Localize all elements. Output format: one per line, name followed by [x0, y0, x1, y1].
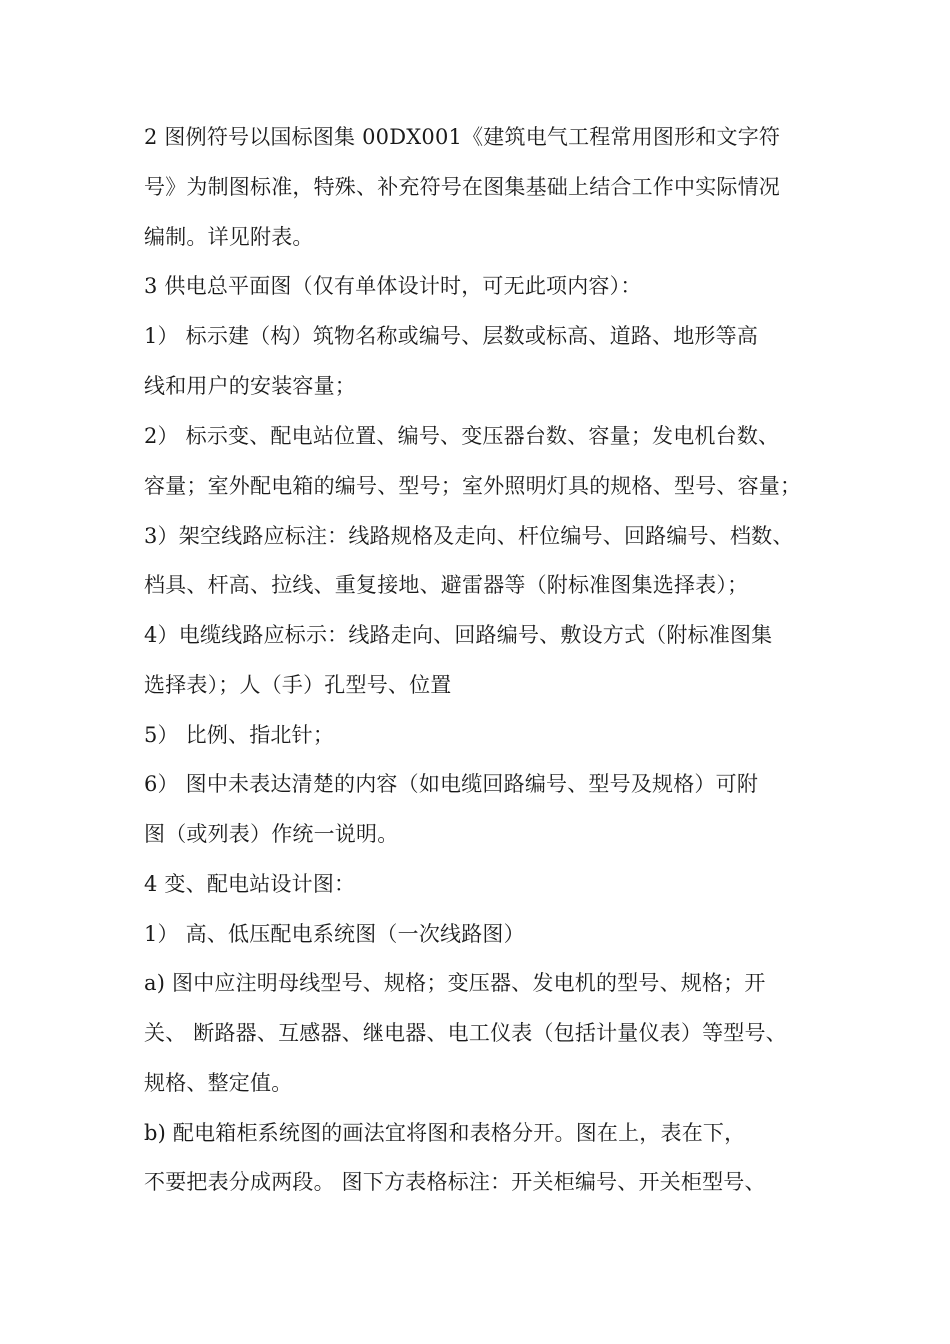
- text-line: 4）电缆线路应标示：线路走向、回路编号、敷设方式（附标准图集: [144, 623, 773, 647]
- text-line: 图（或列表）作统一说明。: [144, 822, 399, 846]
- text-line: 不要把表分成两段。 图下方表格标注：开关柜编号、开关柜型号、: [144, 1170, 766, 1194]
- text-line: 6） 图中未表达清楚的内容（如电缆回路编号、型号及规格）可附: [144, 772, 759, 796]
- text-line: 档具、杆高、拉线、重复接地、避雷器等（附标准图集选择表）；: [144, 573, 749, 597]
- text-line: a) 图中应注明母线型号、规格；变压器、发电机的型号、规格；开: [144, 971, 766, 995]
- text-line: 2 图例符号以国标图集 00DX001《建筑电气工程常用图形和文字符: [144, 125, 781, 149]
- text-line: 线和用户的安装容量；: [144, 374, 356, 398]
- text-line: b) 配电箱柜系统图的画法宜将图和表格分开。图在上，表在下，: [144, 1121, 746, 1145]
- text-line: 号》为制图标准，特殊、补充符号在图集基础上结合工作中实际情况: [144, 175, 780, 199]
- text-line: 1） 标示建（构）筑物名称或编号、层数或标高、道路、地形等高: [144, 324, 759, 348]
- text-line: 选择表）；人（手）孔型号、位置: [144, 673, 452, 697]
- text-line: 2） 标示变、配电站位置、编号、变压器台数、容量；发电机台数、: [144, 424, 780, 448]
- text-line: 5） 比例、指北针；: [144, 723, 335, 747]
- text-line: 编制。详见附表。: [144, 225, 314, 249]
- text-line: 关、 断路器、互感器、继电器、电工仪表（包括计量仪表）等型号、: [144, 1021, 787, 1045]
- text-line: 容量；室外配电箱的编号、型号；室外照明灯具的规格、型号、容量；: [144, 474, 802, 498]
- text-line: 3）架空线路应标注：线路规格及走向、杆位编号、回路编号、档数、: [144, 524, 794, 548]
- text-line: 3 供电总平面图（仅有单体设计时，可无此项内容）：: [144, 274, 642, 298]
- text-line: 4 变、配电站设计图：: [144, 872, 356, 896]
- text-line: 规格、整定值。: [144, 1071, 293, 1095]
- text-line: 1） 高、低压配电系统图（一次线路图）: [144, 922, 525, 946]
